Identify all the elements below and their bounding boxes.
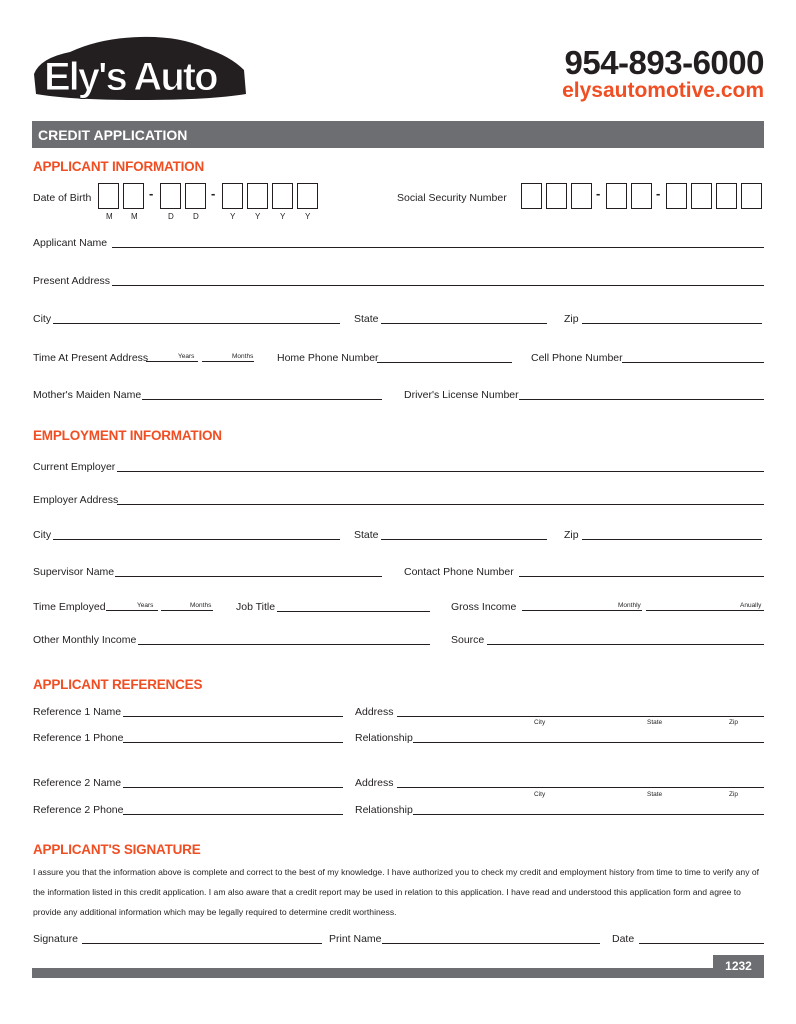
references-heading: APPLICANT REFERENCES — [33, 677, 203, 692]
ref2-name-field[interactable] — [123, 787, 343, 788]
ref2-zip-label: Zip — [729, 791, 739, 798]
dob-dash-1: - — [149, 186, 154, 201]
ssn-box-7[interactable] — [691, 183, 712, 209]
date-field[interactable] — [639, 943, 764, 944]
ssn-box-1[interactable] — [521, 183, 542, 209]
maiden-name-field[interactable] — [142, 399, 382, 400]
signature-label: Signature — [33, 933, 78, 945]
dob-letter: M — [131, 212, 138, 221]
contact-phone-label: Contact Phone Number — [404, 566, 514, 578]
license-field[interactable] — [519, 399, 764, 400]
months-label: Months — [232, 353, 254, 360]
employer-address-field[interactable] — [117, 504, 764, 505]
employer-state-field[interactable] — [381, 539, 547, 540]
employer-city-label: City — [33, 529, 52, 541]
ssn-box-5[interactable] — [631, 183, 652, 209]
dob-box-y4[interactable] — [297, 183, 318, 209]
supervisor-label: Supervisor Name — [33, 566, 115, 578]
ssn-box-8[interactable] — [716, 183, 737, 209]
other-income-label: Other Monthly Income — [33, 634, 137, 646]
ref1-phone-label: Reference 1 Phone — [33, 732, 124, 744]
print-name-label: Print Name — [329, 933, 382, 945]
ref1-name-field[interactable] — [123, 716, 343, 717]
dob-box-y1[interactable] — [222, 183, 243, 209]
ssn-dash-2: - — [656, 186, 661, 201]
signature-field[interactable] — [82, 943, 322, 944]
dealer-phone: 954-893-6000 — [564, 44, 764, 81]
applicant-name-field[interactable] — [112, 247, 764, 248]
time-months-field[interactable] — [202, 361, 254, 362]
employer-state-label: State — [354, 529, 379, 541]
employer-address-label: Employer Address — [33, 494, 119, 506]
dob-box-y3[interactable] — [272, 183, 293, 209]
gross-monthly-field[interactable] — [522, 610, 642, 611]
years-label: Years — [178, 353, 195, 360]
legal-statement: I assure you that the information above is complete and correct to the best of my knowledge. I have authorized you to check my credit and employment history from time to time to verify any of the information listed in this credit application. I am also aware that a credit report may be used in relation to this application. I have read and understood this application form and agree to provide any additional information which may be legally required to determine credit worthiness. — [33, 867, 760, 917]
present-address-field[interactable] — [112, 285, 764, 286]
date-label: Date — [612, 933, 635, 945]
ref2-phone-field[interactable] — [123, 814, 343, 815]
ref1-state-label: State — [647, 719, 663, 726]
employer-field[interactable] — [117, 471, 764, 472]
dob-letter: D — [193, 212, 199, 221]
title-bar — [32, 121, 764, 148]
ssn-box-6[interactable] — [666, 183, 687, 209]
dob-letter: D — [168, 212, 174, 221]
employer-zip-field[interactable] — [582, 539, 762, 540]
dob-letter: Y — [230, 212, 236, 221]
employer-zip-label: Zip — [564, 529, 579, 541]
source-label: Source — [451, 634, 485, 646]
employed-years-label: Years — [137, 602, 154, 609]
job-title-label: Job Title — [236, 601, 276, 613]
gross-annual-field[interactable] — [646, 610, 764, 611]
employed-years-field[interactable] — [106, 610, 158, 611]
cell-phone-field[interactable] — [622, 362, 764, 363]
ref1-relationship-field[interactable] — [413, 742, 764, 743]
ref1-name-label: Reference 1 Name — [33, 706, 122, 718]
form-title: CREDIT APPLICATION — [38, 127, 188, 143]
time-at-address-label: Time At Present Address — [33, 352, 149, 364]
gross-income-label: Gross Income — [451, 601, 517, 613]
ref2-name-label: Reference 2 Name — [33, 777, 122, 789]
employed-months-label: Months — [190, 602, 212, 609]
contact-phone-field[interactable] — [519, 576, 764, 577]
employment-info-heading: EMPLOYMENT INFORMATION — [33, 428, 222, 443]
source-field[interactable] — [487, 644, 764, 645]
home-phone-label: Home Phone Number — [277, 352, 379, 364]
maiden-name-label: Mother's Maiden Name — [33, 389, 142, 401]
time-employed-label: Time Employed — [33, 601, 106, 613]
signature-heading: APPLICANT'S SIGNATURE — [33, 842, 201, 857]
ssn-box-4[interactable] — [606, 183, 627, 209]
dob-letter: M — [106, 212, 113, 221]
time-years-field[interactable] — [146, 361, 198, 362]
ref2-address-field[interactable] — [397, 787, 764, 788]
ref1-address-field[interactable] — [397, 716, 764, 717]
job-title-field[interactable] — [277, 611, 430, 612]
zip-label: Zip — [564, 313, 579, 325]
svg-text:Ely's Auto: Ely's Auto — [44, 55, 217, 99]
dob-box-d2[interactable] — [185, 183, 206, 209]
dealer-website: elysautomotive.com — [562, 79, 764, 102]
form-number: 1232 — [713, 955, 764, 978]
elys-auto-logo — [30, 34, 250, 106]
applicant-info-heading: APPLICANT INFORMATION — [33, 159, 205, 174]
ssn-dash-1: - — [596, 186, 601, 201]
annually-label: Anually — [740, 602, 762, 609]
print-name-field[interactable] — [382, 943, 600, 944]
ssn-box-2[interactable] — [546, 183, 567, 209]
city-label: City — [33, 313, 52, 325]
ref1-city-label: City — [534, 719, 546, 726]
ref1-address-label: Address — [355, 706, 394, 718]
dob-box-m2[interactable] — [123, 183, 144, 209]
car-silhouette-icon — [30, 34, 250, 106]
dob-box-m1[interactable] — [98, 183, 119, 209]
ref1-phone-field[interactable] — [123, 742, 343, 743]
monthly-label: Monthly — [618, 602, 641, 609]
home-phone-field[interactable] — [377, 362, 512, 363]
present-address-label: Present Address — [33, 275, 111, 287]
dob-letter: Y — [255, 212, 261, 221]
ref2-address-label: Address — [355, 777, 394, 789]
dob-dash-2: - — [211, 186, 216, 201]
supervisor-field[interactable] — [115, 576, 382, 577]
dob-letter: Y — [280, 212, 286, 221]
ref1-zip-label: Zip — [729, 719, 739, 726]
employer-label: Current Employer — [33, 461, 116, 473]
ref2-phone-label: Reference 2 Phone — [33, 804, 124, 816]
dob-box-y2[interactable] — [247, 183, 268, 209]
ref2-relationship-label: Relationship — [355, 804, 413, 816]
cell-phone-label: Cell Phone Number — [531, 352, 623, 364]
employed-months-field[interactable] — [161, 610, 213, 611]
ref2-city-label: City — [534, 791, 546, 798]
ssn-box-3[interactable] — [571, 183, 592, 209]
other-income-field[interactable] — [138, 644, 430, 645]
dob-label: Date of Birth — [33, 192, 92, 204]
applicant-name-label: Applicant Name — [33, 237, 108, 249]
state-label: State — [354, 313, 379, 325]
zip-field[interactable] — [582, 323, 762, 324]
city-field[interactable] — [53, 323, 340, 324]
ref2-state-label: State — [647, 791, 663, 798]
ref1-relationship-label: Relationship — [355, 732, 413, 744]
footer-bar — [32, 968, 764, 978]
employer-city-field[interactable] — [53, 539, 340, 540]
state-field[interactable] — [381, 323, 547, 324]
ref2-relationship-field[interactable] — [413, 814, 764, 815]
dob-letter: Y — [305, 212, 311, 221]
ssn-box-9[interactable] — [741, 183, 762, 209]
dob-box-d1[interactable] — [160, 183, 181, 209]
ssn-label: Social Security Number — [397, 192, 507, 204]
license-label: Driver's License Number — [404, 389, 519, 401]
